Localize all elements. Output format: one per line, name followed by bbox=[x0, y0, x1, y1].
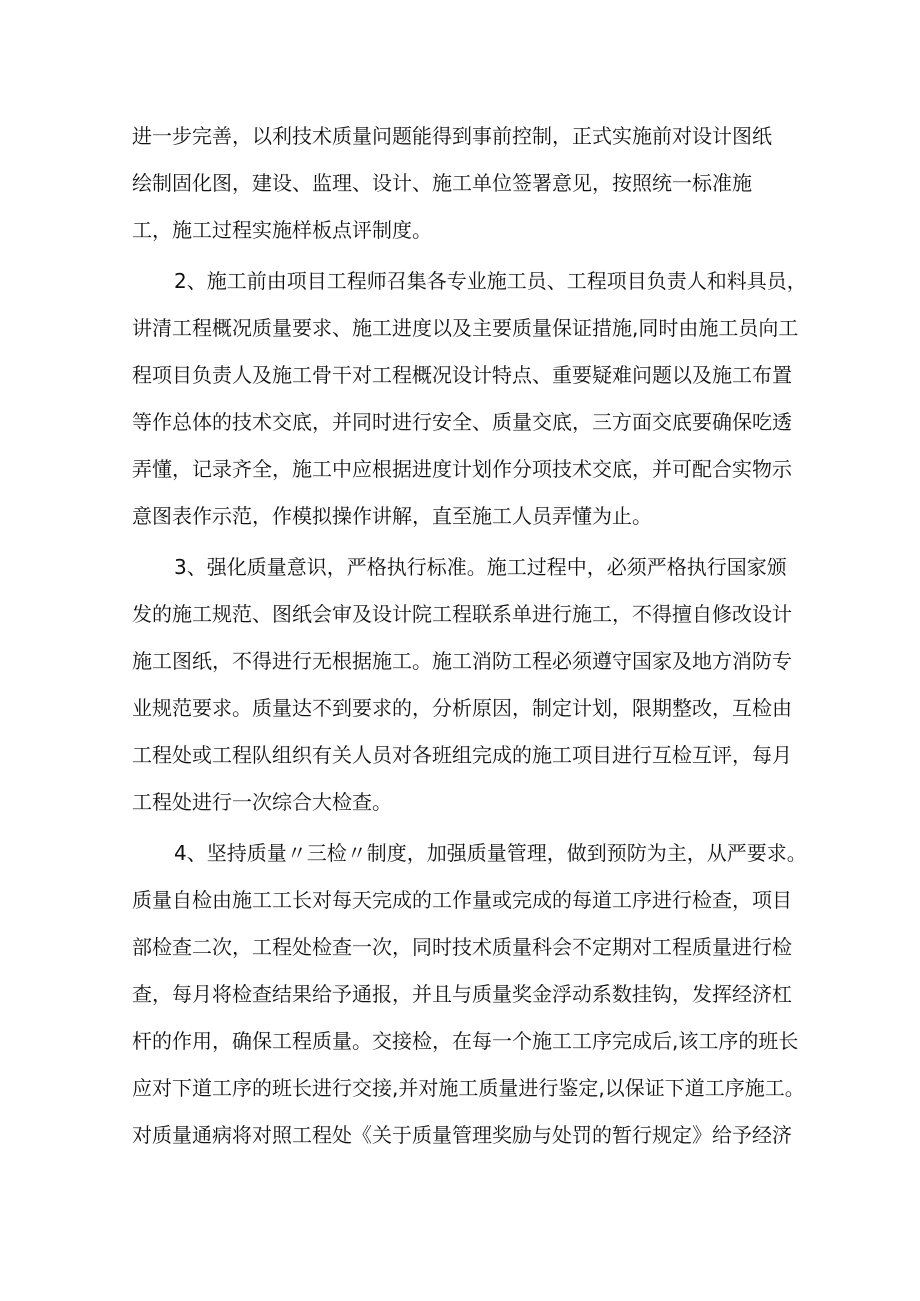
text-line: 质量自检由施工工长对每天完成的工作量或完成的每道工序进行检查，项目 bbox=[132, 888, 792, 912]
text-line: 等作总体的技术交底，并同时进行安全、质量交底，三方面交底要确保吃透 bbox=[132, 410, 792, 434]
text-line: 业规范要求。质量达不到要求的，分析原因，制定计划，限期整改，互检由 bbox=[132, 696, 792, 720]
text-line: 杆的作用，确保工程质量。交接检，在每一个施工工序完成后,该工序的班长 bbox=[132, 1029, 799, 1053]
text-line: 部检查二次，工程处检查一次，同时技术质量科会不定期对工程质量进行检 bbox=[132, 935, 792, 959]
text-line: 弄懂，记录齐全，施工中应根据进度计划作分项技术交底，并可配合实物示 bbox=[132, 457, 792, 481]
text-line: 工，施工过程实施样板点评制度。 bbox=[132, 218, 432, 242]
text-line: 进一步完善，以利技术质量问题能得到事前控制，正式实施前对设计图纸 bbox=[132, 124, 772, 148]
paragraph-3-first-line: 3、强化质量意识，严格执行标准。施工过程中，必须严格执行国家颁 bbox=[174, 555, 787, 579]
paragraph-2-first-line: 2、施工前由项目工程师召集各专业施工员、工程项目负责人和料具员， bbox=[174, 269, 807, 293]
text-line: 查，每月将检查结果给予通报，并且与质量奖金浮动系数挂钩，发挥经济杠 bbox=[132, 982, 792, 1006]
text-line: 程项目负责人及施工骨干对工程概况设计特点、重要疑难问题以及施工布置 bbox=[132, 363, 792, 387]
text-line: 发的施工规范、图纸会审及设计院工程联系单进行施工，不得擅自修改设计 bbox=[132, 602, 792, 626]
text-line: 应对下道工序的班长进行交接,并对施工质量进行鉴定,以保证下道工序施工。 bbox=[132, 1076, 805, 1100]
text-line: 讲清工程概况质量要求、施工进度以及主要质量保证措施,同时由施工员向工 bbox=[132, 316, 799, 340]
text-line: 绘制固化图，建设、监理、设计、施工单位签署意见，按照统一标准施 bbox=[132, 171, 752, 195]
text-line: 工程处或工程队组织有关人员对各班组完成的施工项目进行互检互评，每月 bbox=[132, 743, 792, 767]
text-line: 意图表作示范，作模拟操作讲解，直至施工人员弄懂为止。 bbox=[132, 504, 652, 528]
text-line: 工程处进行一次综合大检查。 bbox=[132, 790, 392, 814]
text-line: 施工图纸，不得进行无根据施工。施工消防工程必须遵守国家及地方消防专 bbox=[132, 649, 792, 673]
paragraph-4-first-line: 4、坚持质量〃三检〃制度，加强质量管理，做到预防为主，从严要求。 bbox=[174, 841, 807, 865]
text-line: 对质量通病将对照工程处《关于质量管理奖励与处罚的暂行规定》给予经济 bbox=[132, 1123, 792, 1147]
